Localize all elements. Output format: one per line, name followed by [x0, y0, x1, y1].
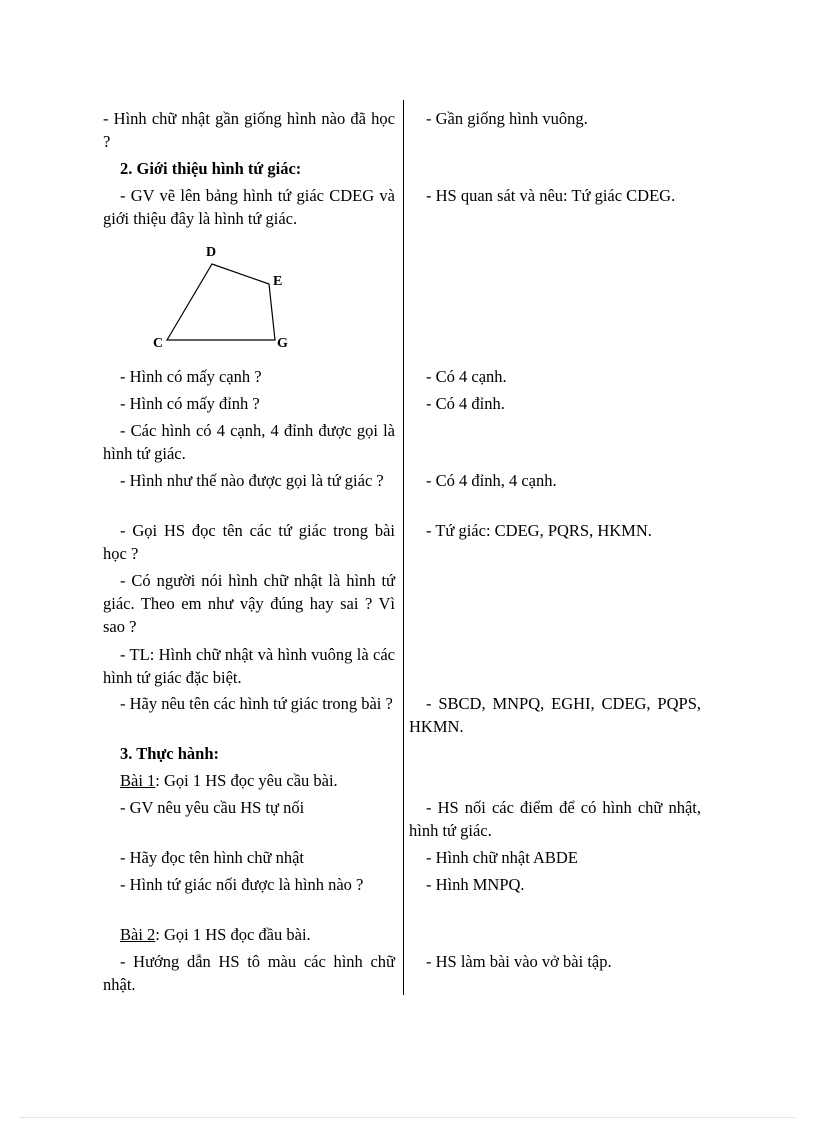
student-activity-11: - HS nối các điểm để có hình chữ nhật, hình tứ giác. [409, 798, 701, 840]
teacher-activity-10: - Hãy nêu tên các hình tứ giác trong bài ? [120, 694, 393, 713]
teacher-activity-8: - Có người nói hình chữ nhật là hình tứ giác. Theo em như vậy đúng hay sai ? Vì sao ? [103, 571, 395, 636]
teacher-activity-7: - Gọi HS đọc tên các tứ giác trong bài học ? [103, 521, 395, 563]
student-activity-3: - Có 4 cạnh. [426, 367, 507, 386]
teacher-activity-9: - TL: Hình chữ nhật và hình vuông là các hình tứ giác đặc biệt. [103, 645, 395, 687]
teacher-activity-3: - Hình có mấy cạnh ? [120, 367, 262, 386]
teacher-activity-12: - Hãy đọc tên hình chữ nhật [120, 848, 304, 867]
student-activity-10: - SBCD, MNPQ, EGHI, CDEG, PQPS, HKMN. [409, 694, 701, 736]
exercise-1-text: : Gọi 1 HS đọc yêu cầu bài. [155, 771, 338, 790]
exercise-2-text: : Gọi 1 HS đọc đầu bài. [155, 925, 311, 944]
teacher-activity-14: - Hướng dẫn HS tô màu các hình chữ nhật. [103, 952, 395, 994]
exercise-1-label: Bài 1 [120, 771, 156, 790]
vertex-label-g: G [277, 336, 288, 351]
student-activity-1: - Gần giống hình vuông. [426, 109, 588, 128]
exercise-2-heading [120, 923, 412, 946]
teacher-activity-5: - Các hình có 4 cạnh, 4 đỉnh được gọi là hình tứ giác. [103, 421, 395, 463]
student-activity-6: - Có 4 đỉnh, 4 cạnh. [426, 471, 557, 490]
vertex-label-d: D [206, 245, 217, 260]
teacher-activity-11: - GV nêu yêu cầu HS tự nối [120, 798, 305, 817]
teacher-activity-2: - GV vẽ lên bảng hình tứ giác CDEG và giới thiệu đây là hình tứ giác. [103, 186, 395, 228]
exercise-1-heading [120, 769, 412, 792]
student-activity-14: - HS làm bài vào vở bài tập. [426, 952, 612, 971]
student-activity-2: - HS quan sát và nêu: Tứ giác CDEG. [426, 186, 676, 205]
vertex-label-e: E [273, 274, 283, 289]
vertex-label-c: C [153, 336, 164, 351]
exercise-2-label: Bài 2 [120, 925, 156, 944]
quadrilateral-shape [167, 264, 275, 340]
teacher-activity-6: - Hình như thế nào được gọi là tứ giác ? [120, 471, 384, 490]
student-activity-4: - Có 4 đỉnh. [426, 394, 505, 413]
student-activity-13: - Hình MNPQ. [426, 875, 525, 894]
quadrilateral-cdeg-figure [140, 238, 310, 353]
teacher-activity-13: - Hình tứ giác nối được là hình nào ? [120, 875, 364, 894]
section-heading-3: 3. Thực hành: [120, 744, 220, 763]
teacher-activity-1: - Hình chữ nhật gần giống hình nào đã học ? [103, 109, 395, 151]
student-activity-7: - Tứ giác: CDEG, PQRS, HKMN. [426, 521, 652, 540]
page-bottom-edge [20, 1117, 796, 1118]
student-activity-12: - Hình chữ nhật ABDE [426, 848, 578, 867]
teacher-activity-4: - Hình có mấy đỉnh ? [120, 394, 260, 413]
section-heading-2: 2. Giới thiệu hình tứ giác: [120, 159, 302, 178]
